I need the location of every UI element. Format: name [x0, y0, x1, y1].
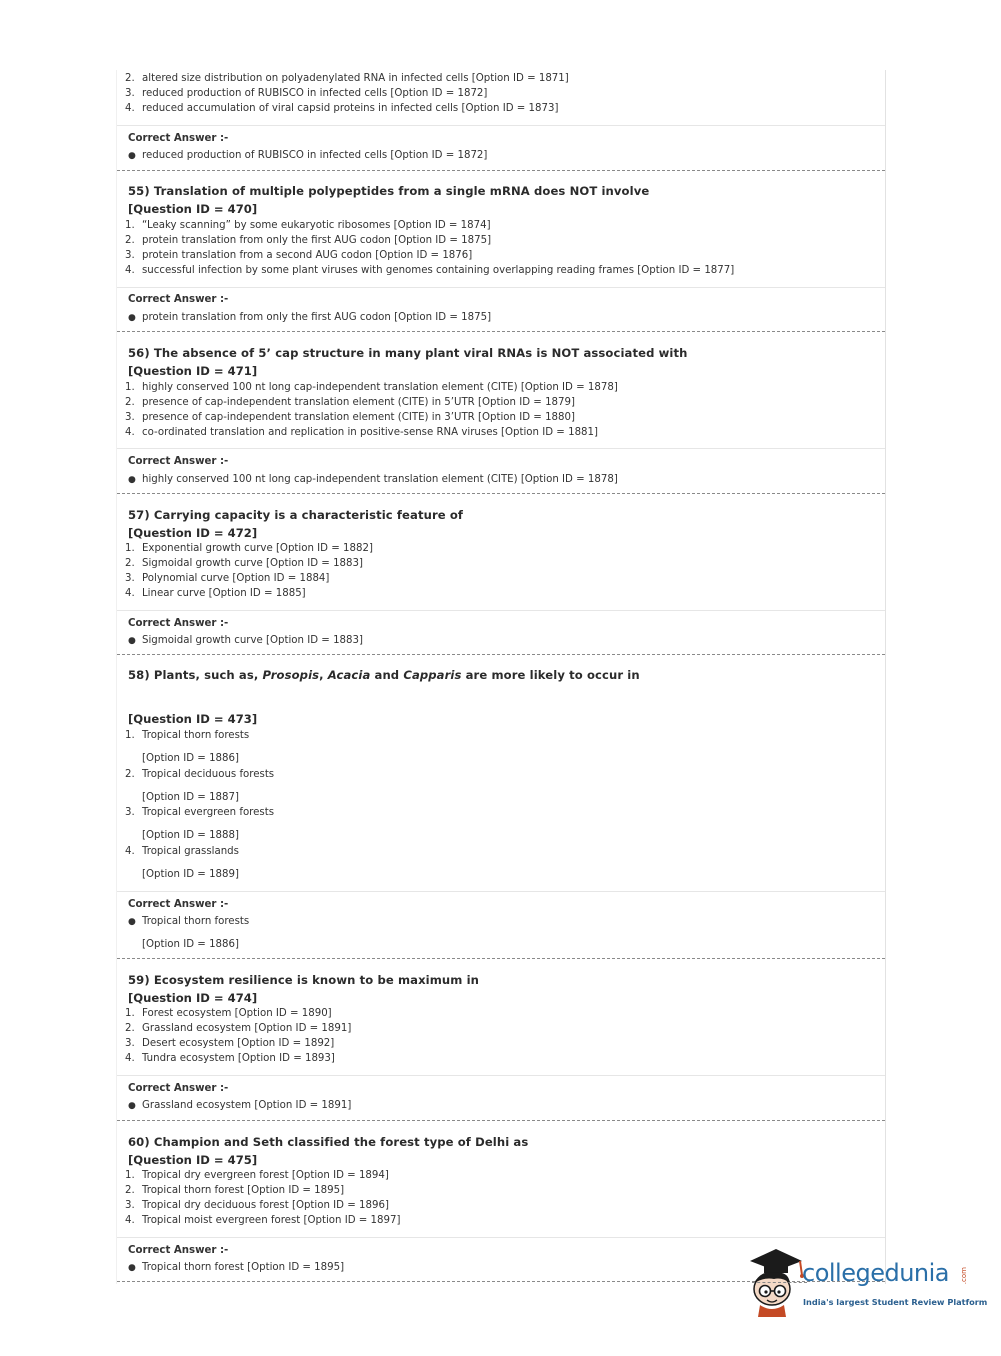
question-57: [117, 494, 885, 610]
logo-tagline: India's largest Student Review Platform: [803, 1297, 988, 1307]
option-item: 2. presence of cap-independent translation element (CITE) in 5’UTR [Option ID = 1879]: [125, 397, 575, 408]
option-item: 2. Tropical thorn forest [Option ID = 1895]: [125, 1185, 345, 1196]
logo-divider: [752, 1282, 807, 1283]
question-title: 55) Translation of multiple polypeptides from a single mRNA does NOT involve: [128, 184, 650, 198]
question-id: [Question ID = 472]: [128, 526, 258, 540]
correct-answer-label: Correct Answer :-: [128, 294, 229, 305]
question-title: 59) Ecosystem resilience is known to be maximum in: [128, 973, 480, 987]
correct-answer-label: Correct Answer :-: [128, 618, 229, 629]
option-item: 1. Tropical thorn forests: [125, 730, 250, 741]
answer-option-id: [Option ID = 1886]: [142, 939, 239, 950]
answer-block-55: [117, 287, 885, 332]
logo-wordmark: collegedunia: [802, 1259, 950, 1287]
option-item: 3. reduced production of RUBISCO in infected cells [Option ID = 1872]: [125, 88, 488, 99]
question-id: [Question ID = 470]: [128, 202, 258, 216]
question-id: [Question ID = 475]: [128, 1153, 258, 1167]
species-capparis: Capparis: [403, 668, 462, 682]
answer-block-57: [117, 610, 885, 655]
option-item: 4. co-ordinated translation and replication in positive-sense RNA viruses [Option ID = 1881]: [125, 427, 598, 438]
option-item: 1. “Leaky scanning” by some eukaryotic ribosomes [Option ID = 1874]: [125, 220, 491, 231]
option-item: 4. Tropical grasslands: [125, 846, 239, 857]
option-id: [Option ID = 1886]: [142, 753, 239, 764]
question-id: [Question ID = 473]: [128, 712, 258, 726]
option-item: 4. Linear curve [Option ID = 1885]: [125, 588, 306, 599]
logo-domain: .com: [960, 1267, 968, 1285]
option-item: 2. Tropical deciduous forests: [125, 769, 275, 780]
question-title: 58) Plants, such as, Prosopis, Acacia and Capparis are more likely to occur in: [128, 668, 640, 682]
correct-answer: ● reduced production of RUBISCO in infected cells [Option ID = 1872]: [128, 150, 488, 161]
prev-answer-block: [117, 125, 885, 170]
species-prosopis: Prosopis: [262, 668, 320, 682]
option-item: 1. Exponential growth curve [Option ID = 1882]: [125, 543, 373, 554]
option-item: 3. Desert ecosystem [Option ID = 1892]: [125, 1038, 335, 1049]
species-acacia: Acacia: [327, 668, 371, 682]
option-item: 3. Tropical evergreen forests: [125, 807, 275, 818]
question-title: 60) Champion and Seth classified the forest type of Delhi as: [128, 1135, 529, 1149]
option-item: 2. protein translation from only the first AUG codon [Option ID = 1875]: [125, 235, 492, 246]
option-item: 4. Tundra ecosystem [Option ID = 1893]: [125, 1053, 335, 1064]
correct-answer-label: Correct Answer :-: [128, 1245, 229, 1256]
option-item: 2. Sigmoidal growth curve [Option ID = 1883]: [125, 558, 363, 569]
correct-answer: ● highly conserved 100 nt long cap-independent translation element (CITE) [Option ID = 1878]: [128, 474, 618, 485]
question-title: 57) Carrying capacity is a characteristic feature of: [128, 508, 464, 522]
option-item: 3. Tropical dry deciduous forest [Option ID = 1896]: [125, 1200, 389, 1211]
answer-block-56: [117, 448, 885, 493]
question-56: [117, 332, 885, 448]
option-item: 4. successful infection by some plant viruses with genomes containing overlapping reading frames [Option ID = 1877]: [125, 265, 735, 276]
question-id: [Question ID = 474]: [128, 991, 258, 1005]
question-55: [117, 171, 885, 287]
correct-answer-label: Correct Answer :-: [128, 899, 229, 910]
option-id: [Option ID = 1887]: [142, 792, 239, 803]
option-item: 1. highly conserved 100 nt long cap-independent translation element (CITE) [Option ID = 1878]: [125, 382, 618, 393]
option-id: [Option ID = 1888]: [142, 830, 239, 841]
option-item: 3. protein translation from a second AUG codon [Option ID = 1876]: [125, 250, 473, 261]
option-item: 4. reduced accumulation of viral capsid proteins in infected cells [Option ID = 1873]: [125, 103, 559, 114]
correct-answer-label: Correct Answer :-: [128, 456, 229, 467]
correct-answer: ● Grassland ecosystem [Option ID = 1891]: [128, 1100, 352, 1111]
correct-answer: ● Tropical thorn forests: [128, 916, 250, 927]
answer-block-58: [117, 891, 885, 959]
option-item: 1. Tropical dry evergreen forest [Option ID = 1894]: [125, 1170, 389, 1181]
collegedunia-logo: [742, 1247, 988, 1317]
option-item: 2. altered size distribution on polyadenylated RNA in infected cells [Option ID = 1871]: [125, 73, 569, 84]
question-id: [Question ID = 471]: [128, 364, 258, 378]
question-title: 56) The absence of 5’ cap structure in many plant viral RNAs is NOT associated with: [128, 346, 688, 360]
correct-answer: ● protein translation from only the first AUG codon [Option ID = 1875]: [128, 312, 492, 323]
question-58: [117, 655, 885, 891]
option-id: [Option ID = 1889]: [142, 869, 239, 880]
option-item: 1. Forest ecosystem [Option ID = 1890]: [125, 1008, 332, 1019]
correct-answer-label: Correct Answer :-: [128, 1083, 229, 1094]
correct-answer: ● Sigmoidal growth curve [Option ID = 1883]: [128, 635, 363, 646]
option-item: 2. Grassland ecosystem [Option ID = 1891]: [125, 1023, 352, 1034]
correct-answer-label: Correct Answer :-: [128, 133, 229, 144]
question-60: [117, 1121, 885, 1237]
correct-answer: ● Tropical thorn forest [Option ID = 1895]: [128, 1262, 345, 1273]
option-item: 3. presence of cap-independent translation element (CITE) in 3’UTR [Option ID = 1880]: [125, 412, 575, 423]
answer-block-59: [117, 1075, 885, 1120]
option-item: 4. Tropical moist evergreen forest [Option ID = 1897]: [125, 1215, 401, 1226]
exam-page: [116, 70, 886, 1284]
question-59: [117, 959, 885, 1075]
prev-question-options: [117, 70, 885, 125]
option-item: 3. Polynomial curve [Option ID = 1884]: [125, 573, 330, 584]
